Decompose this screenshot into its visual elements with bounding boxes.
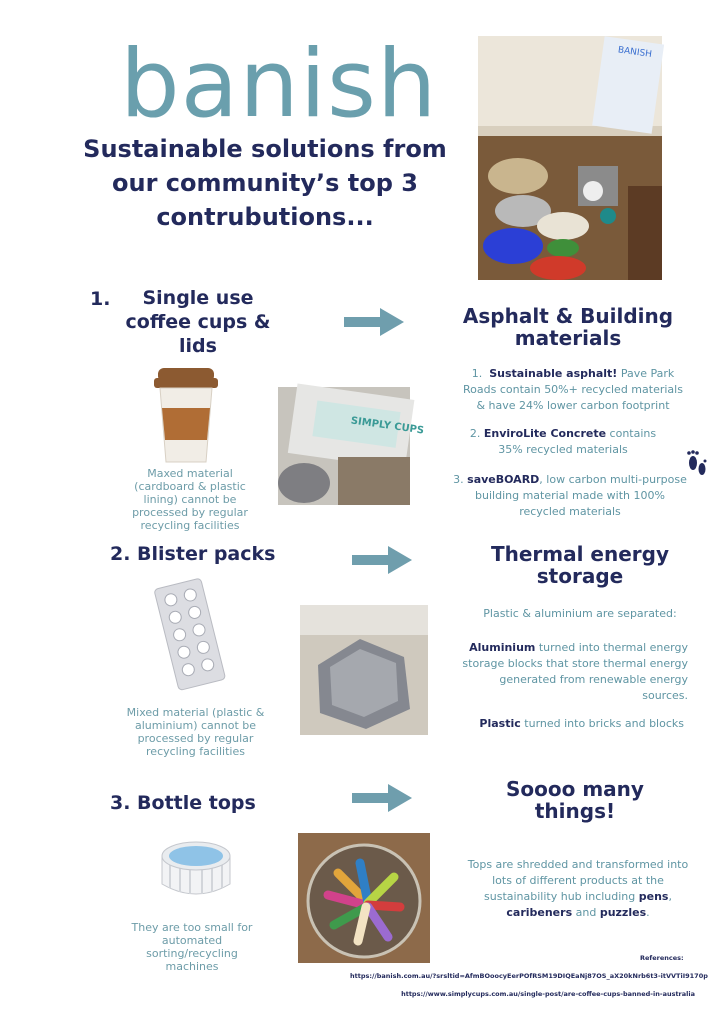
shredded-tops-photo: [298, 833, 430, 963]
references-label: References:: [640, 954, 684, 962]
item-1-problem: Maxed material (cardboard & plastic lining) cannot be processed by regular recycling facilities: [132, 467, 248, 532]
banish-logo: banish: [120, 30, 438, 139]
item-2-title: 2. Blister packs: [110, 543, 276, 565]
reference-link-1[interactable]: https://banish.com.au/?srsltid=AfmBOoocyEerPOfRSM19DIQEaNj87OS_aX20kNrb6t3-itVVTiI9170p: [350, 972, 708, 980]
arrow-icon: [350, 544, 414, 576]
item-1-point-1: 1. Sustainable asphalt! Pave Park Roads contain 50%+ recycled materials & have 24% lower carbon footprint: [463, 367, 683, 412]
item-3-title: 3. Bottle tops: [110, 792, 256, 814]
item-1-number: 1.: [90, 288, 111, 310]
arrow-icon: [350, 782, 414, 814]
item-1-title: Single use coffee cups & lids: [125, 287, 271, 357]
item-2-intro: Plastic & aluminium are separated:: [483, 607, 677, 620]
item-3-solution-title: Soooo many things!: [506, 777, 644, 823]
item-2-plastic: Plastic turned into bricks and blocks: [479, 717, 684, 730]
item-1-point-2: 2. EnviroLite Concrete contains 35% recycled materials: [469, 427, 657, 456]
arrow-icon: [342, 306, 406, 338]
item-3-description: Tops are shredded and transformed into lots of different products at the sustainability hub including pens, caribeners and puzzles.: [467, 858, 689, 919]
item-3-problem: They are too small for automated sorting/recycling machines: [131, 921, 253, 973]
poster-sign-text: BANISH: [617, 45, 653, 60]
bottle-cap-icon: [158, 834, 234, 904]
page-subtitle: Sustainable solutions from our community’s top 3 contrubutions...: [83, 135, 447, 231]
item-2-aluminium: Aluminium turned into thermal energy storage blocks that store thermal energy generated from renewable energy sources.: [462, 641, 688, 702]
item-2-solution-title: Thermal energy storage: [490, 542, 670, 588]
footprints-icon: [684, 449, 708, 479]
reference-link-2[interactable]: https://www.simplycups.com.au/single-post/are-coffee-cups-banned-in-australia: [401, 990, 695, 998]
item-1-solution-title: Asphalt & Building materials: [462, 304, 674, 350]
aluminium-block-photo: [300, 605, 428, 735]
blister-pack-icon: [150, 576, 232, 694]
coffee-cup-icon: [150, 366, 222, 464]
item-1-point-3: 3. saveBOARD, low carbon multi-purpose building material made with 100% recycled materials: [453, 473, 687, 518]
simply-cups-label: SIMPLY CUPS: [350, 415, 425, 437]
collection-point-photo: [478, 36, 662, 280]
simply-cups-photo: [278, 387, 425, 505]
item-2-problem: Mixed material (plastic & aluminium) cannot be processed by regular recycling facilities: [126, 706, 265, 758]
